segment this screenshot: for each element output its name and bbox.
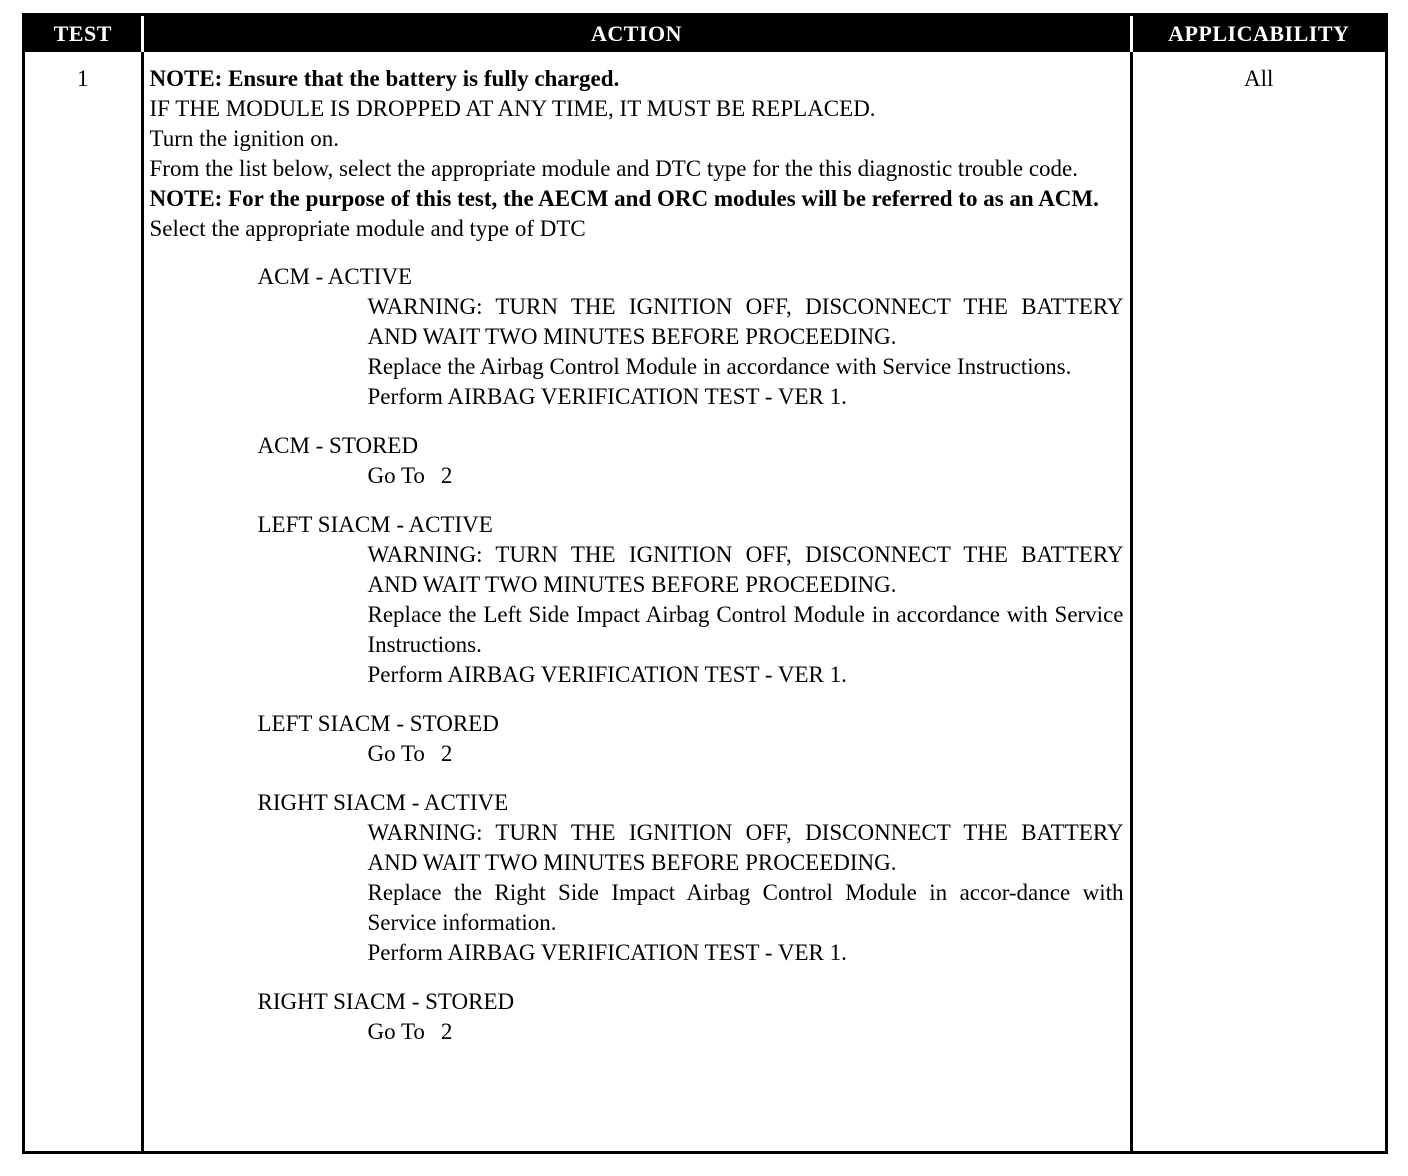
perform-text: Perform AIRBAG VERIFICATION TEST - VER 1. (367, 384, 847, 409)
select-list-instruction: From the list below, select the appropriate module and DTC type for the this diagnostic trouble code. (149, 156, 1079, 181)
option-acm-active (150, 262, 1124, 412)
option-right-siacm-stored (150, 987, 1124, 1047)
warning-text: WARNING: TURN THE IGNITION OFF, DISCONNECT THE BATTERY AND WAIT TWO MINUTES BEFORE PROCEEDING. (367, 542, 1124, 597)
warning-text: WARNING: TURN THE IGNITION OFF, DISCONNECT THE BATTERY AND WAIT TWO MINUTES BEFORE PROCEEDING. (367, 294, 1124, 349)
replace-text: Replace the Airbag Control Module in accordance with Service Instructions. (367, 354, 1072, 379)
header-applicability: APPLICABILITY (1131, 16, 1385, 52)
option-title: LEFT SIACM - ACTIVE (257, 512, 493, 537)
replace-text: Replace the Right Side Impact Airbag Control Module in accor-dance with Service information. (367, 880, 1124, 935)
option-title: ACM - STORED (257, 433, 419, 458)
option-body (150, 461, 1124, 491)
perform-text: Perform AIRBAG VERIFICATION TEST - VER 1. (367, 662, 847, 687)
replace-text: Replace the Left Side Impact Airbag Control Module in accordance with Service Instructions. (367, 602, 1124, 657)
applicability-value: All (1244, 66, 1274, 91)
goto-number: 2 (440, 463, 453, 488)
option-title: RIGHT SIACM - STORED (257, 989, 515, 1014)
perform-text: Perform AIRBAG VERIFICATION TEST - VER 1. (367, 940, 847, 965)
test-table (25, 16, 1385, 1151)
option-right-siacm-active (150, 788, 1124, 968)
goto-label: Go To (367, 463, 425, 488)
option-title: ACM - ACTIVE (257, 264, 413, 289)
dtc-options (150, 262, 1124, 1047)
goto-label: Go To (367, 741, 425, 766)
drop-warning: IF THE MODULE IS DROPPED AT ANY TIME, IT MUST BE REPLACED. (149, 96, 876, 121)
option-body (150, 739, 1124, 769)
option-acm-stored (150, 431, 1124, 491)
warning-text: WARNING: TURN THE IGNITION OFF, DISCONNECT THE BATTERY AND WAIT TWO MINUTES BEFORE PROCEEDING. (367, 820, 1124, 875)
goto-number: 2 (440, 741, 453, 766)
diagnostic-test-table (22, 13, 1388, 1154)
option-title: LEFT SIACM - STORED (257, 711, 499, 736)
option-body (150, 818, 1124, 968)
ignition-on: Turn the ignition on. (149, 126, 340, 151)
test-row (25, 52, 1385, 1151)
option-body (150, 292, 1124, 412)
action-cell (142, 52, 1131, 1151)
goto-number: 2 (440, 1019, 453, 1044)
select-type-instruction: Select the appropriate module and type of DTC (149, 216, 586, 241)
option-body (150, 540, 1124, 690)
test-number: 1 (25, 52, 142, 1151)
goto-label: Go To (367, 1019, 425, 1044)
option-title: RIGHT SIACM - ACTIVE (257, 790, 509, 815)
header-row (25, 16, 1385, 52)
option-left-siacm-stored (150, 709, 1124, 769)
option-body (150, 1017, 1124, 1047)
note-battery: NOTE: Ensure that the battery is fully charged. (149, 66, 620, 91)
header-action: ACTION (142, 16, 1131, 52)
option-left-siacm-active (150, 510, 1124, 690)
header-test: TEST (25, 16, 142, 52)
note-acm: NOTE: For the purpose of this test, the AECM and ORC modules will be referred to as an ACM. (149, 186, 1099, 211)
